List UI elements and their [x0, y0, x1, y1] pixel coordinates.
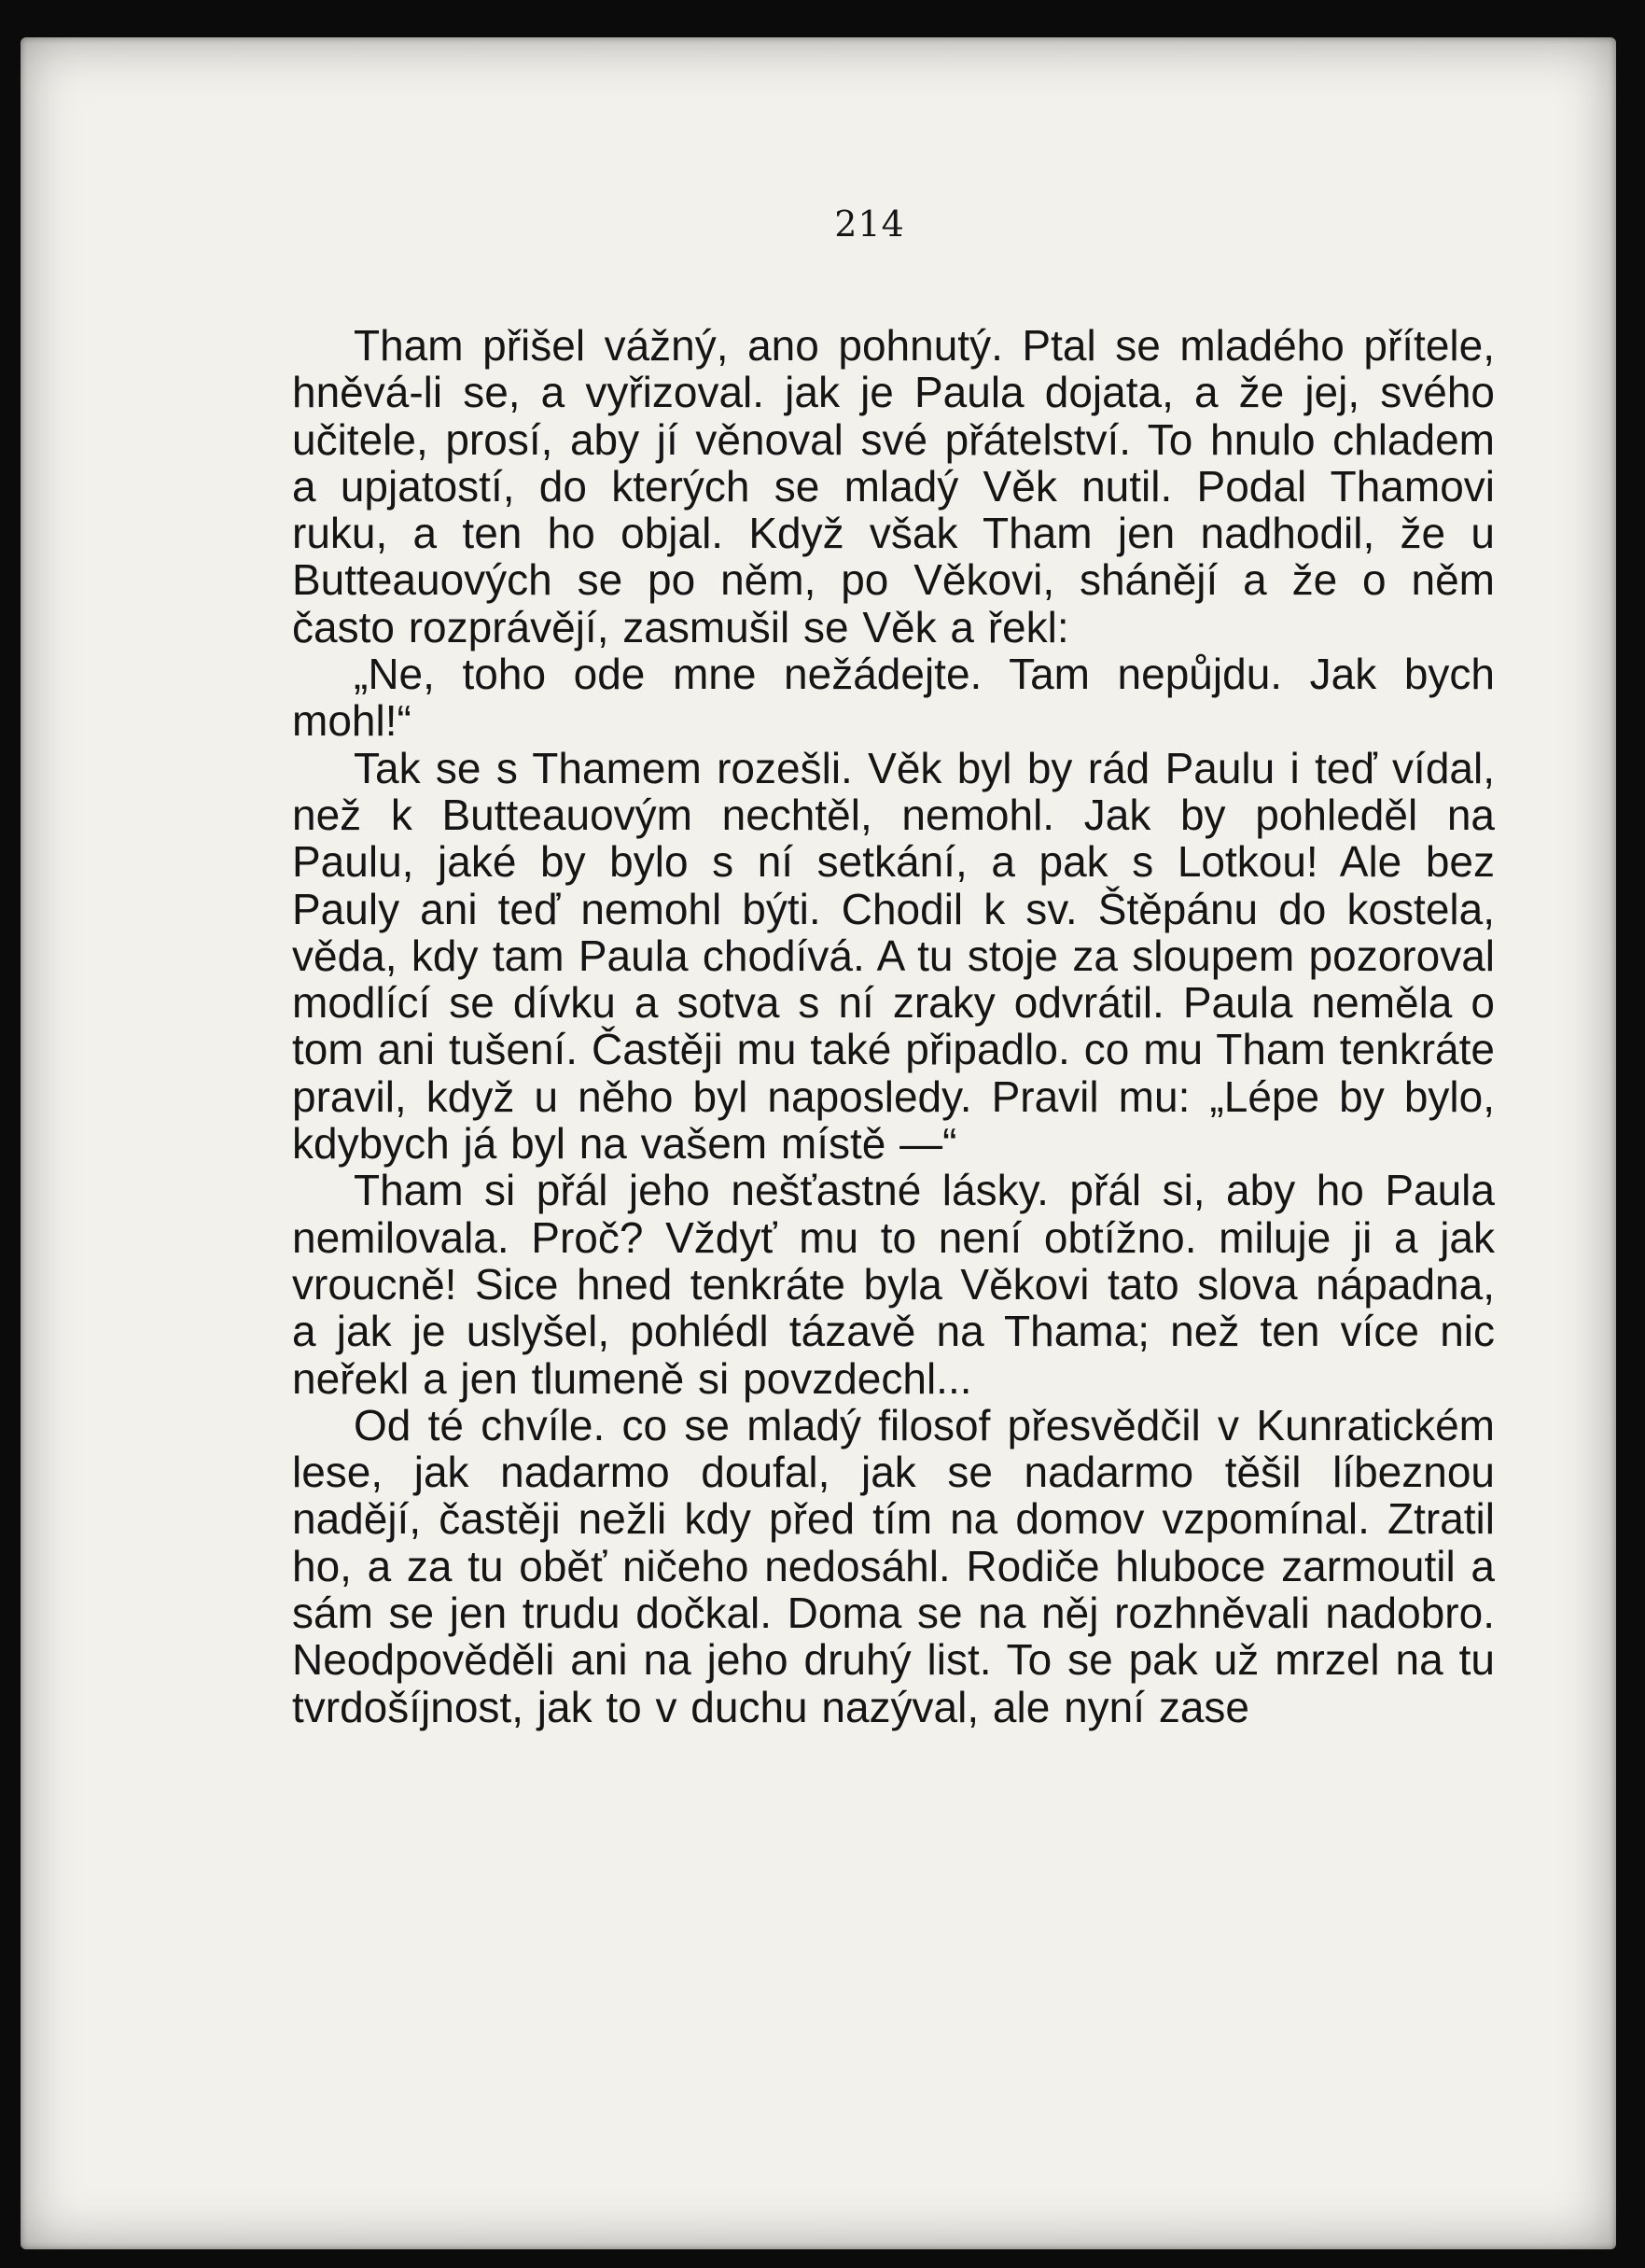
paragraph: Tak se s Thamem rozešli. Věk byl by rád Paulu i teď vídal, než k Butteauovým nechtěl, nemohl. Jak by pohleděl na Paulu, jaké by bylo s ní setkání, a pak s Lotkou! Ale bez Pauly ani teď nemohl býti. Chodil k sv. Štěpánu do kostela, věda, kdy tam Paula chodívá. A tu stoje za sloupem pozoroval modlící se dívku a sotva s ní zraky odvrátil. Paula neměla o tom ani tušení. Častěji mu také připadlo. co mu Tham tenkráte pravil, když u něho byl naposledy. Pravil mu: „Lépe by bylo, kdybych já byl na vašem místě —“: [292, 743, 1495, 1169]
paragraph: „Ne, toho ode mne nežádejte. Tam nepůjdu. Jak bych mohl!“: [292, 650, 1495, 746]
paragraph: Od té chvíle. co se mladý filosof přesvědčil v Kunratickém lese, jak nadarmo doufal, jak se nadarmo těšil líbeznou nadějí, častěji nežli kdy před tím na domov vzpomínal. Ztratil ho, a za tu oběť ničeho nedosáhl. Rodiče hluboce zarmoutil a sám se jen trudu dočkal. Doma se na něj rozhněvali nadobro. Neodpověděli ani na jeho druhý list. To se pak už mrzel na tu tvrdošíjnost, jak to v duchu nazýval, ale nyní zase: [292, 1400, 1495, 1731]
book-page: [21, 37, 1616, 2249]
paragraph: Tham si přál jeho nešťastné lásky. přál si, aby ho Paula nemilovala. Proč? Vždyť mu to není obtížno. miluje ji a jak vroucně! Sice hned tenkráte byla Věkovi tato slova nápadna, a jak je uslyšel, pohlédl tázavě na Thama; než ten více nic neřekl a jen tlumeně si povzdechl...: [292, 1166, 1495, 1403]
paragraph: Tham přišel vážný, ano pohnutý. Ptal se mladého přítele, hněvá-li se, a vyřizoval. jak je Paula dojata, a že jej, svého učitele, prosí, aby jí věnoval své přátelství. To hnulo chladem a upjatostí, do kterých se mladý Věk nutil. Podal Thamovi ruku, a ten ho objal. Když však Tham jen nadhodil, že u Butteauových se po něm, po Věkovi, shánějí a že o něm často rozprávějí, zasmušil se Věk a řekl:: [292, 321, 1495, 651]
body-text: [292, 322, 1495, 1730]
page-number: 214: [834, 203, 905, 245]
